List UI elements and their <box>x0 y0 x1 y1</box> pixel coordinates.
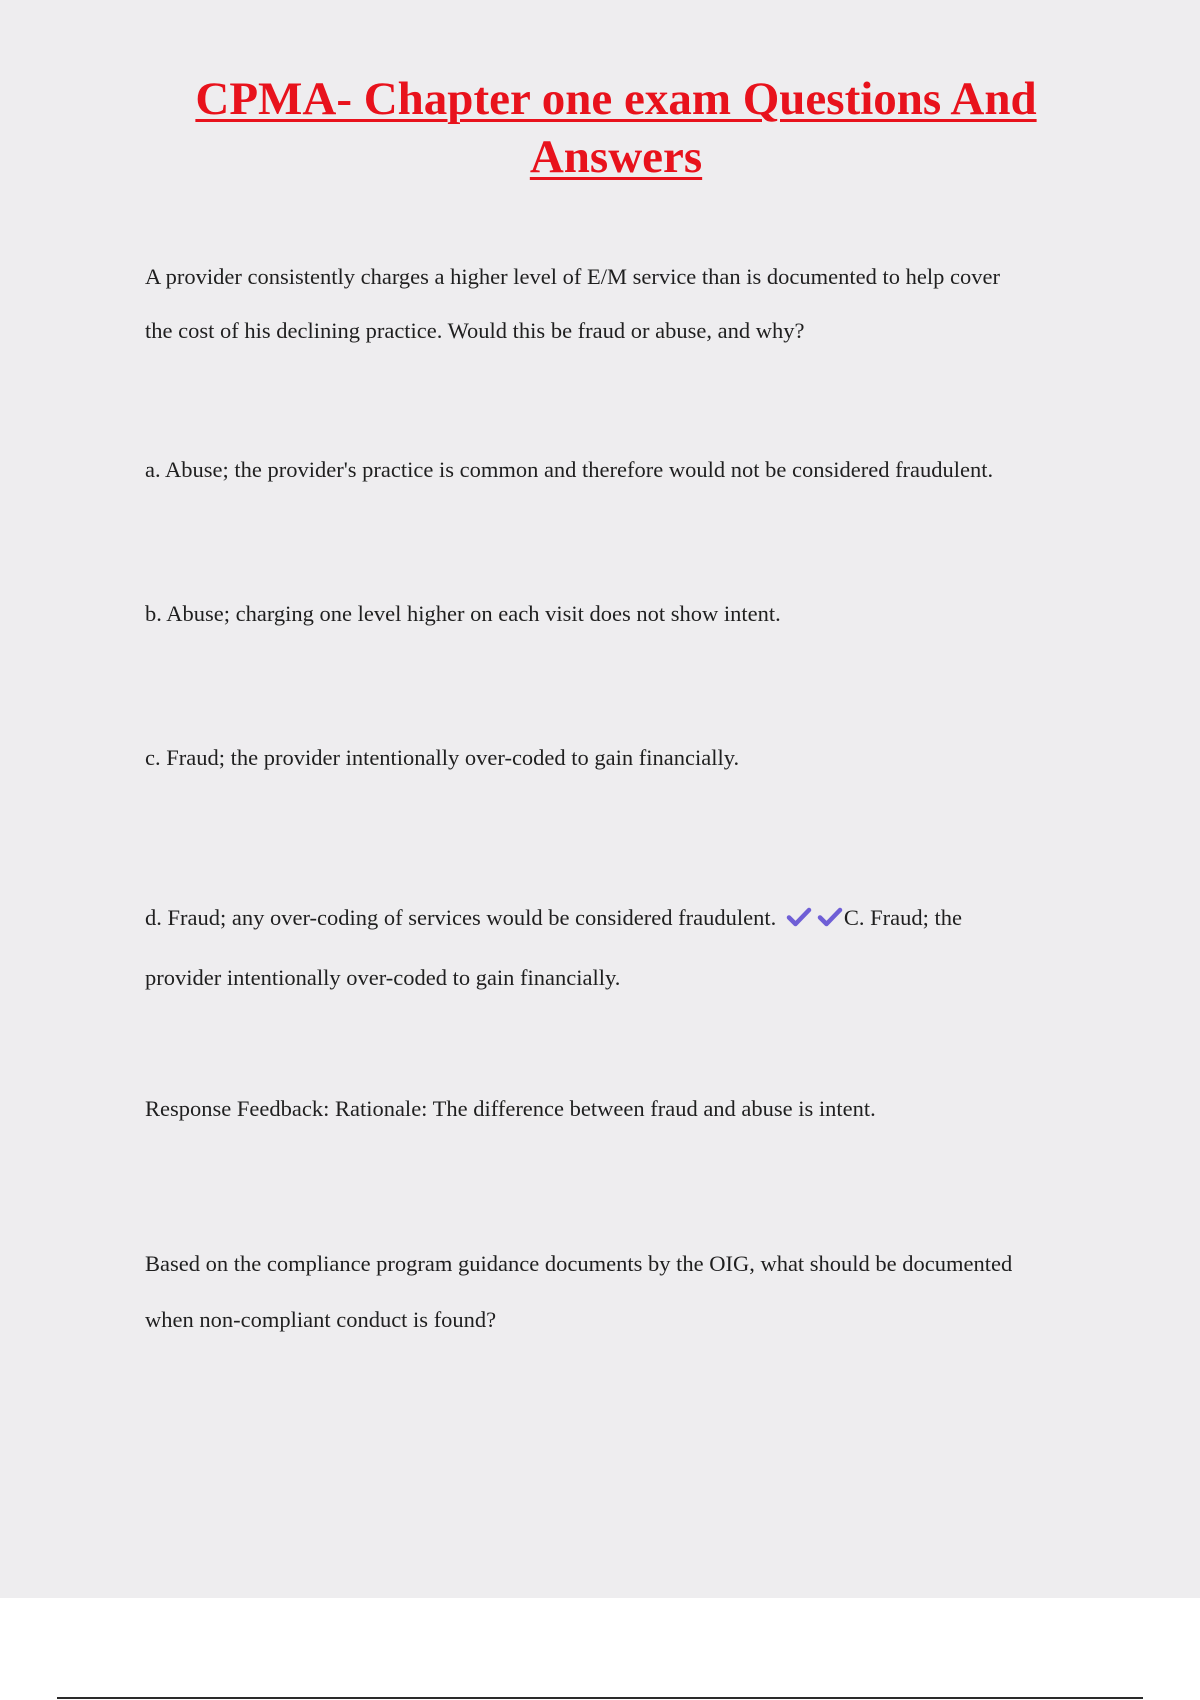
check-icon <box>816 906 844 928</box>
question-1-line-1: A provider consistently charges a higher level of E/M service than is documented to help cover <box>145 264 1000 289</box>
question-2 <box>145 1236 1095 1348</box>
question-1 <box>145 250 1095 358</box>
answer-line-2: provider intentionally over-coded to gain financially. <box>145 965 621 990</box>
response-feedback: Response Feedback: Rationale: The difference between fraud and abuse is intent. <box>145 1096 876 1121</box>
option-a: a. Abuse; the provider's practice is common and therefore would not be considered fraudulent. <box>145 457 994 482</box>
document-title: CPMA- Chapter one exam Questions And Answers <box>195 73 1037 183</box>
question-2-line-2: when non-compliant conduct is found? <box>145 1307 497 1332</box>
answer-prefix: C. Fraud; the <box>843 905 962 930</box>
question-2-line-1: Based on the compliance program guidance documents by the OIG, what should be documented <box>145 1251 1013 1276</box>
question-1-line-2: the cost of his declining practice. Would this be fraud or abuse, and why? <box>145 318 805 343</box>
option-c: c. Fraud; the provider intentionally over-coded to gain financially. <box>145 745 740 770</box>
option-d <box>145 888 1095 1008</box>
footer-divider <box>57 1697 1143 1699</box>
option-d-text: d. Fraud; any over-coding of services would be considered fraudulent. <box>145 905 777 930</box>
check-icon <box>785 906 813 928</box>
option-b: b. Abuse; charging one level higher on each visit does not show intent. <box>145 601 781 626</box>
